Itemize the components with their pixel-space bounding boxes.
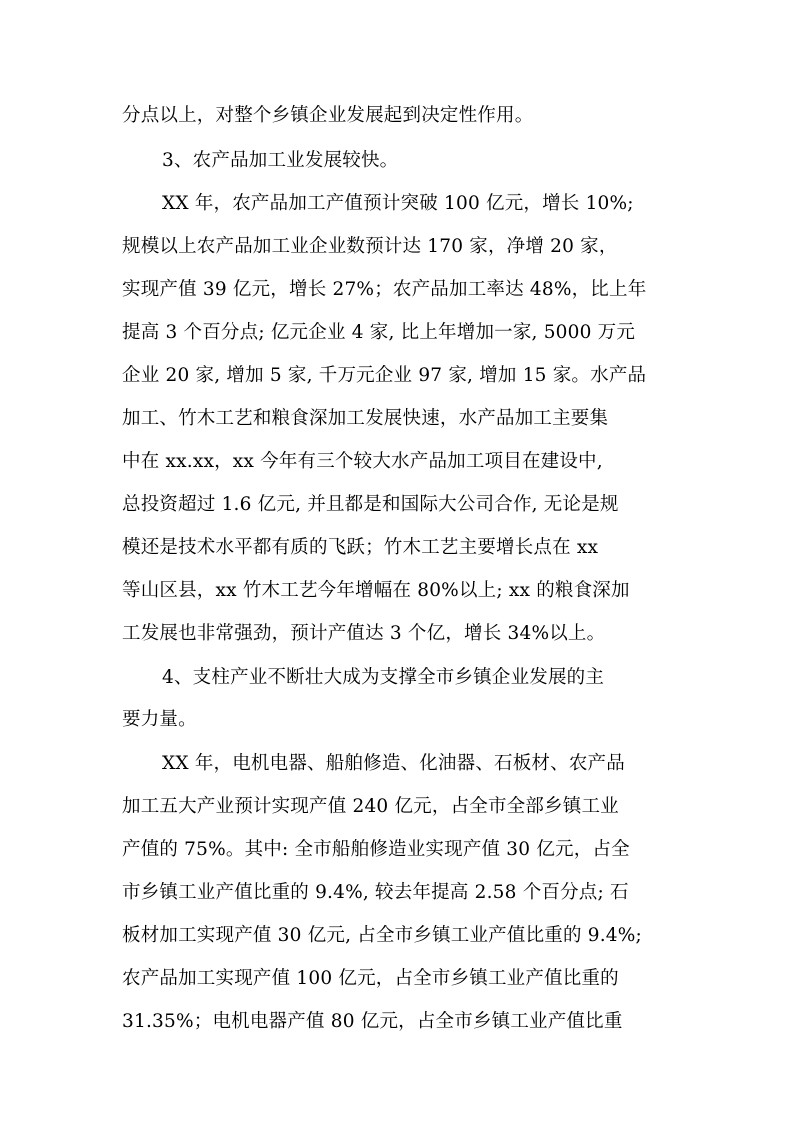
- text-line: 工发展也非常强劲，预计产值达 3 个亿，增长 34%以上。: [122, 623, 606, 644]
- text-line: 中在 xx.xx，xx 今年有三个较大水产品加工项目在建设中,: [122, 451, 603, 472]
- text-line: 实现产值 39 亿元，增长 27%；农产品加工率达 48%，比上年: [122, 279, 647, 300]
- text-line: XX 年，电机电器、船舶修造、化油器、石板材、农产品: [162, 753, 625, 774]
- text-line: 产值的 75%。其中: 全市船舶修造业实现产值 30 亿元，占全: [122, 839, 630, 860]
- text-line: 总投资超过 1.6 亿元, 并且都是和国际大公司合作, 无论是规: [122, 494, 619, 515]
- section-heading-continued: 要力量。: [122, 709, 197, 730]
- text-line: 提高 3 个百分点; 亿元企业 4 家, 比上年增加一家, 5000 万元: [122, 322, 636, 343]
- text-line: 31.35%；电机电器产值 80 亿元，占全市乡镇工业产值比重: [122, 1011, 623, 1032]
- text-line: 企业 20 家, 增加 5 家, 千万元企业 97 家, 增加 15 家。水产品: [122, 365, 647, 386]
- text-line: 市乡镇工业产值比重的 9.4%, 较去年提高 2.58 个百分点; 石: [122, 882, 629, 903]
- text-line: 加工五大产业预计实现产值 240 亿元，占全市全部乡镇工业: [122, 796, 619, 817]
- text-line: 板材加工实现产值 30 亿元, 占全市乡镇工业产值比重的 9.4%;: [122, 925, 642, 946]
- text-line: 加工、竹木工艺和粮食深加工发展快速，水产品加工主要集: [122, 408, 609, 429]
- section-heading: 4、支柱产业不断壮大成为支撑全市乡镇企业发展的主: [162, 667, 605, 688]
- section-heading: 3、农产品加工业发展较快。: [162, 150, 399, 171]
- text-line: 模还是技术水平都有质的飞跃；竹木工艺主要增长点在 xx: [122, 537, 599, 558]
- text-line: 农产品加工实现产值 100 亿元，占全市乡镇工业产值比重的: [122, 968, 619, 989]
- text-line: 规模以上农产品加工业企业数预计达 170 家，净增 20 家，: [122, 236, 618, 257]
- text-line: 等山区县，xx 竹木工艺今年增幅在 80%以上; xx 的粮食深加: [122, 580, 630, 601]
- text-line: 分点以上，对整个乡镇企业发展起到决定性作用。: [122, 105, 534, 126]
- text-line: XX 年，农产品加工产值预计突破 100 亿元，增长 10%;: [162, 193, 634, 214]
